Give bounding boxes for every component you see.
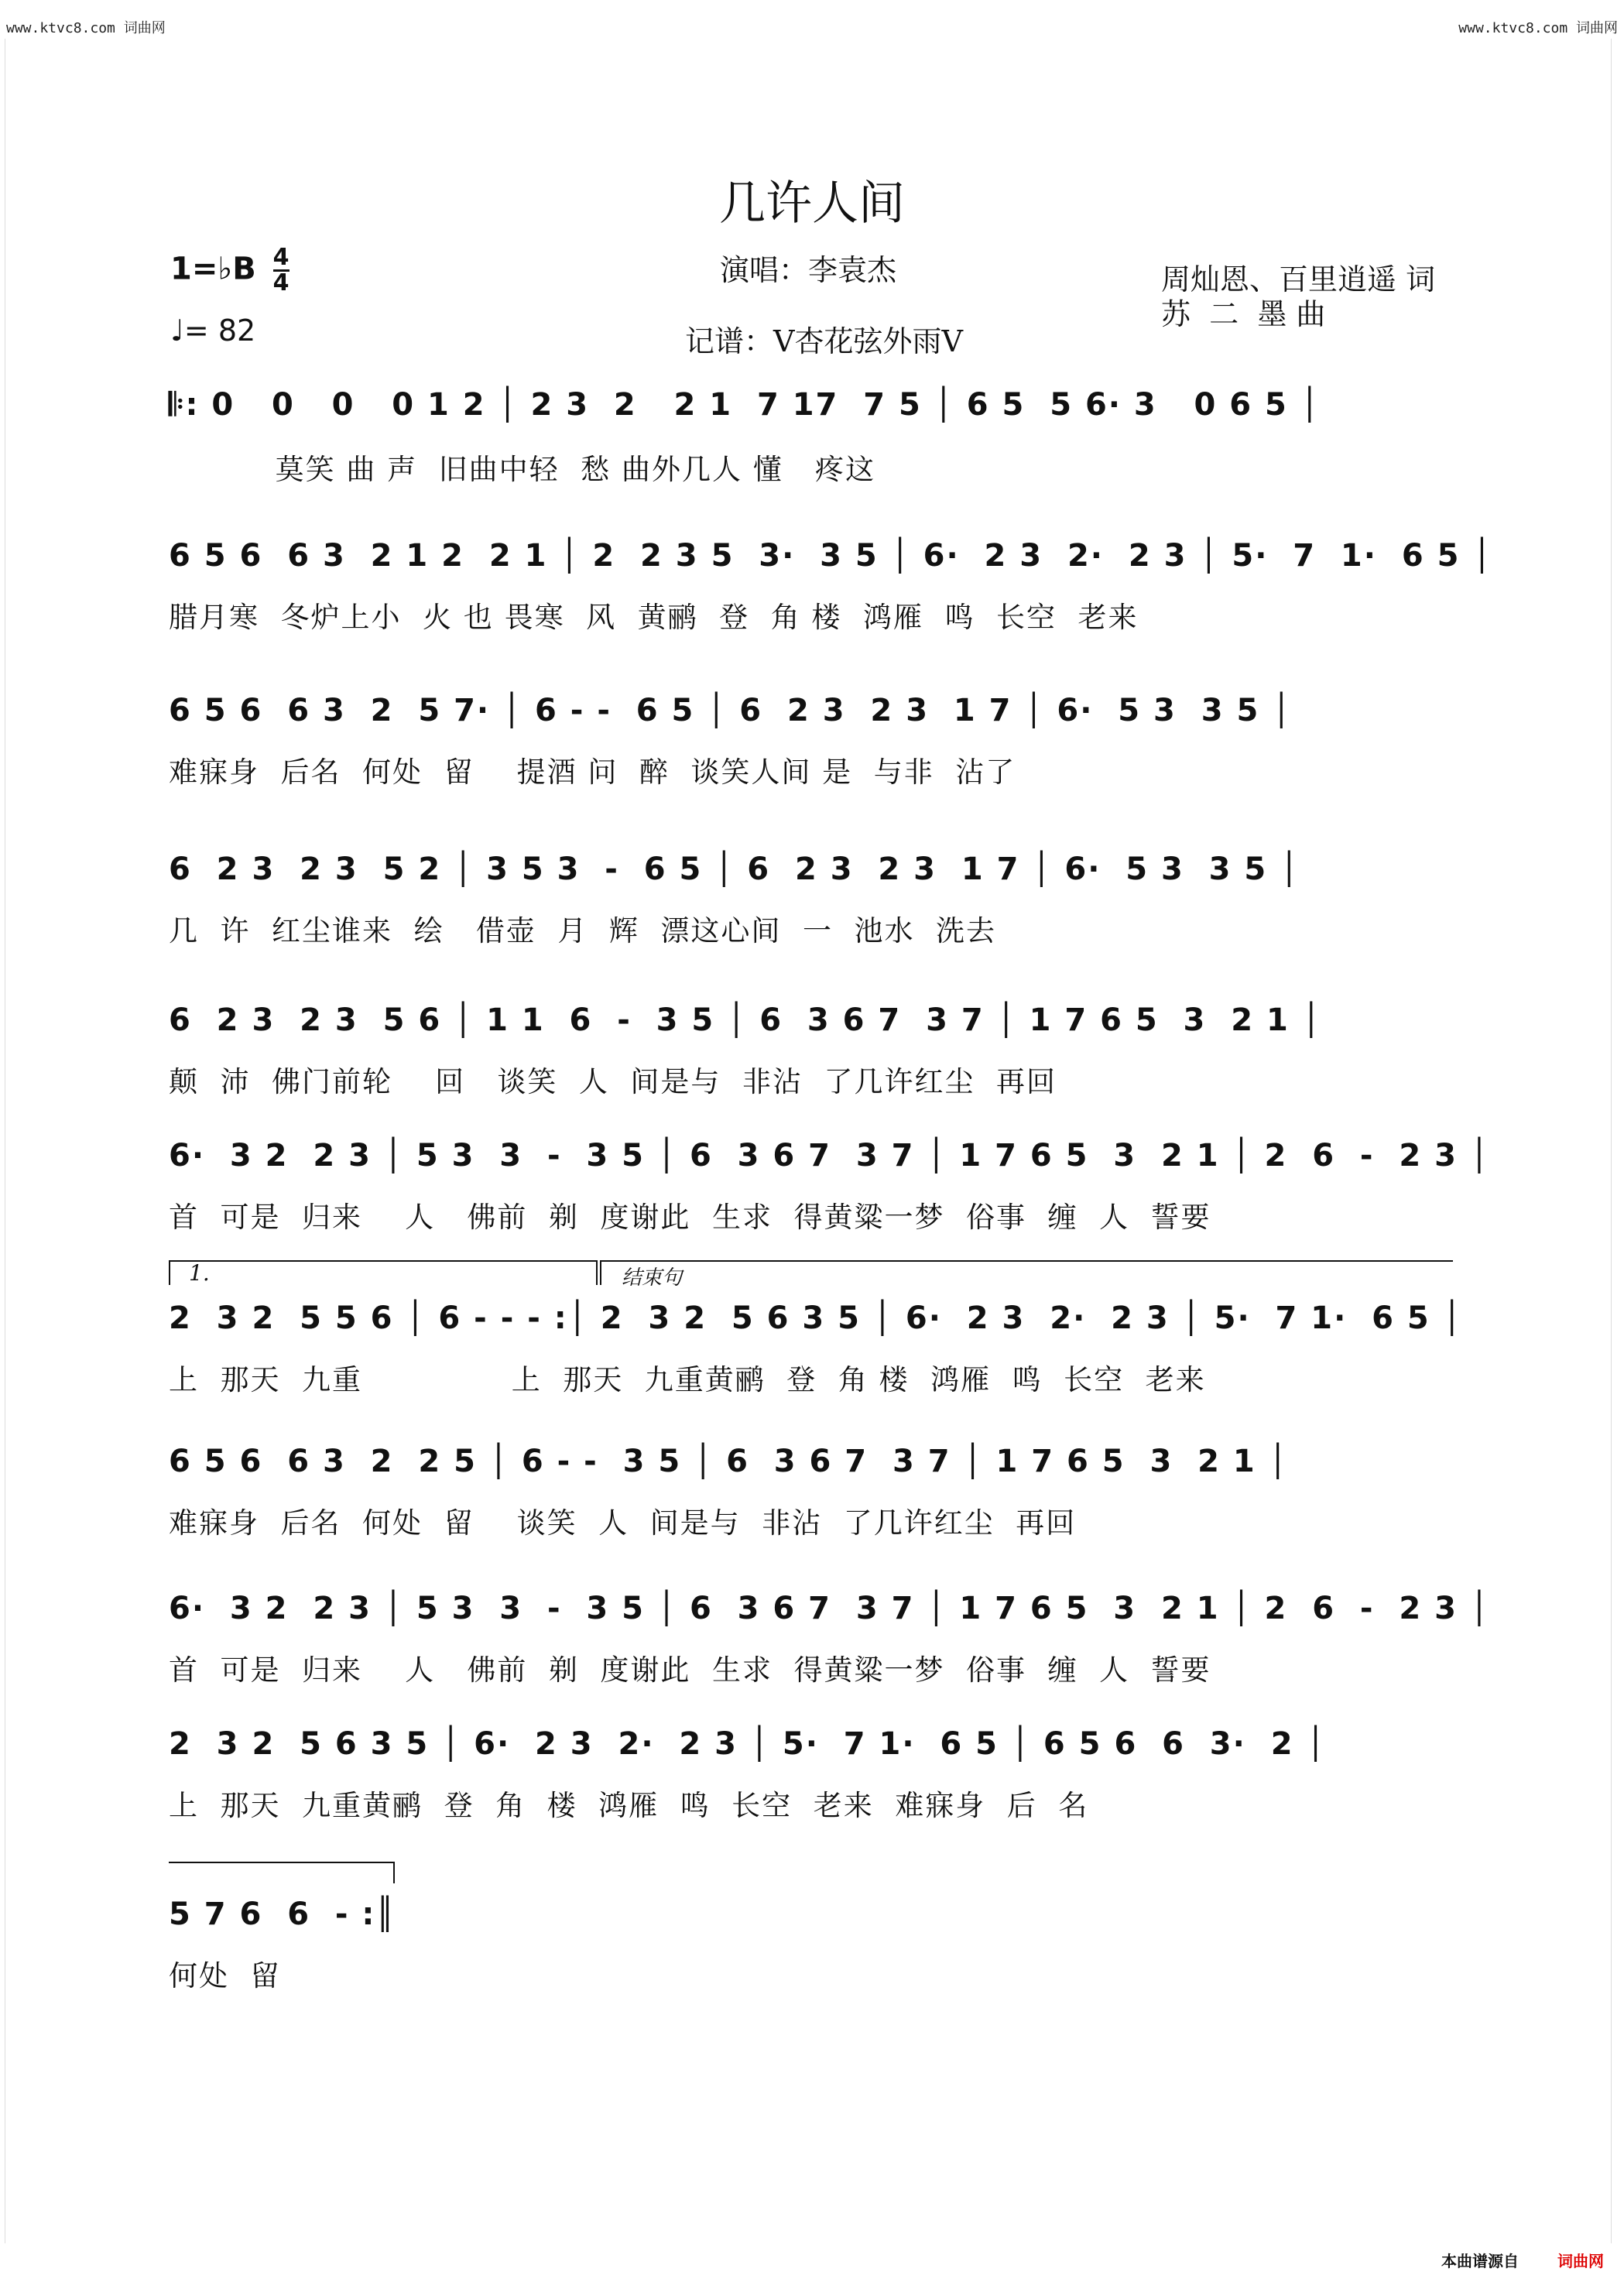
lyrics-line-8: 难寐身 后名 何处 留 谈笑 人 间是与 非沾 了几许红尘 再回 xyxy=(169,1506,1077,1540)
footer-source-label: 本曲谱源自 xyxy=(1441,2252,1519,2270)
first-ending-label: 1. xyxy=(189,1260,210,1286)
lyrics-line-10: 上 那天 九重黄鹂 登 角 楼 鸿雁 鸣 长空 老来 难寐身 后 名 xyxy=(169,1789,1089,1822)
song-title: 几许人间 xyxy=(719,176,905,231)
tempo-marking: ♩= 82 xyxy=(170,314,256,348)
site-label-right: www.ktvc8.com 词曲网 xyxy=(1458,20,1618,36)
score-line-5 xyxy=(169,1002,1322,1100)
notes-line-10: 2 3 2 5 6 3 5 │ 6· 2 3 2· 2 3 │ 5· 7 1· 6 5 │ 6 5 6 6 3· 2 │ xyxy=(169,1726,1327,1762)
score-line-6 xyxy=(169,1138,1490,1235)
notes-line-5: 6 2 3 2 3 5 6 │ 1 1 6 - 3 5 │ 6 3 6 7 3 7 │ 1 7 6 5 3 2 1 │ xyxy=(169,1002,1322,1038)
notes-line-6: 6· 3 2 2 3 │ 5 3 3 - 3 5 │ 6 3 6 7 3 7 │ 1 7 6 5 3 2 1 │ 2 6 - 2 3 │ xyxy=(169,1138,1490,1174)
left-margin-rule xyxy=(5,39,13,2243)
score-line-2 xyxy=(169,538,1492,636)
lyrics-line-6: 首 可是 归来 人 佛前 剃 度谢此 生求 得黄粱一梦 俗事 缠 人 誓要 xyxy=(169,1201,1211,1234)
notes-line-9: 6· 3 2 2 3 │ 5 3 3 - 3 5 │ 6 3 6 7 3 7 │ 1 7 6 5 3 2 1 │ 2 6 - 2 3 │ xyxy=(169,1591,1490,1626)
score-line-3 xyxy=(169,693,1292,790)
lyrics-line-5: 颠 沛 佛门前轮 回 谈笑 人 间是与 非沾 了几许红尘 再回 xyxy=(169,1065,1057,1098)
key-label: 1=♭B xyxy=(170,251,256,287)
score-line-10 xyxy=(169,1726,1327,1824)
key-signature xyxy=(170,246,290,295)
singer-credit: 演唱：李袁杰 xyxy=(720,253,897,287)
score-line-7 xyxy=(169,1300,1463,1398)
footer-site-logo[interactable]: 词曲网 xyxy=(1557,2252,1604,2270)
notes-line-1: 𝄆: 0 0 0 0 1 2 │ 2 3 2 2 1 7 17 7 5 │ 6 5 5 6· 3 0 6 5 │ xyxy=(169,387,1321,423)
lyrics-line-11: 何处 留 xyxy=(169,1959,281,1992)
score-line-1 xyxy=(169,387,1321,488)
time-bottom: 4 xyxy=(272,269,290,296)
lyrics-line-4: 几 许 红尘谁来 绘 借壶 月 辉 漂这心间 一 池水 洗去 xyxy=(169,914,996,947)
ending-bracket xyxy=(600,1260,1453,1290)
right-margin-rule xyxy=(1611,39,1619,2243)
score-line-8 xyxy=(169,1444,1289,1541)
lyrics-line-9: 首 可是 归来 人 佛前 剃 度谢此 生求 得黄粱一梦 俗事 缠 人 誓要 xyxy=(169,1653,1211,1687)
time-top: 4 xyxy=(272,244,290,271)
notes-line-11: 5 7 6 6 - :║ xyxy=(169,1897,396,1932)
lyrics-line-7: 上 那天 九重 上 那天 九重黄鹂 登 角 楼 鸿雁 鸣 长空 老来 xyxy=(169,1363,1206,1396)
lyrics-line-2: 腊月寒 冬炉上小 火 也 畏寒 风 黄鹂 登 角 楼 鸿雁 鸣 长空 老来 xyxy=(169,601,1139,634)
transcriber-credit: 记谱：V杏花弦外雨V xyxy=(685,324,963,358)
notes-line-3: 6 5 6 6 3 2 5 7· │ 6 - - 6 5 │ 6 2 3 2 3 1 7 │ 6· 5 3 3 5 │ xyxy=(169,693,1293,728)
final-ending-bracket xyxy=(169,1862,395,1883)
composer-credit: 苏 二 墨 曲 xyxy=(1161,297,1326,331)
lyrics-line-3: 难寐身 后名 何处 留 提酒 问 醉 谈笑人间 是 与非 沾了 xyxy=(169,756,1016,789)
score-line-11 xyxy=(169,1897,396,1994)
time-signature xyxy=(273,246,290,295)
notes-line-8: 6 5 6 6 3 2 2 5 │ 6 - - 3 5 │ 6 3 6 7 3 7 │ 1 7 6 5 3 2 1 │ xyxy=(169,1444,1289,1479)
site-label-left: www.ktvc8.com 词曲网 xyxy=(6,20,166,36)
ending-label: 结束句 xyxy=(622,1266,683,1290)
score-line-4 xyxy=(169,851,1300,949)
score-line-9 xyxy=(169,1591,1490,1688)
notes-line-4: 6 2 3 2 3 5 2 │ 3 5 3 - 6 5 │ 6 2 3 2 3 1 7 │ 6· 5 3 3 5 │ xyxy=(169,851,1300,887)
lyricist-credit: 周灿恩、百里逍遥 词 xyxy=(1161,262,1436,296)
first-ending-bracket xyxy=(169,1260,598,1285)
notes-line-7: 2 3 2 5 5 6 │ 6 - - - :│ 2 3 2 5 6 3 5 │ 6· 2 3 2· 2 3 │ 5· 7 1· 6 5 │ xyxy=(169,1300,1463,1336)
notes-line-2: 6 5 6 6 3 2 1 2 2 1 │ 2 2 3 5 3· 3 5 │ 6· 2 3 2· 2 3 │ 5· 7 1· 6 5 │ xyxy=(169,538,1493,574)
lyrics-line-1: 莫笑 曲 声 旧曲中轻 愁 曲外几人 懂 疼这 xyxy=(169,453,875,486)
